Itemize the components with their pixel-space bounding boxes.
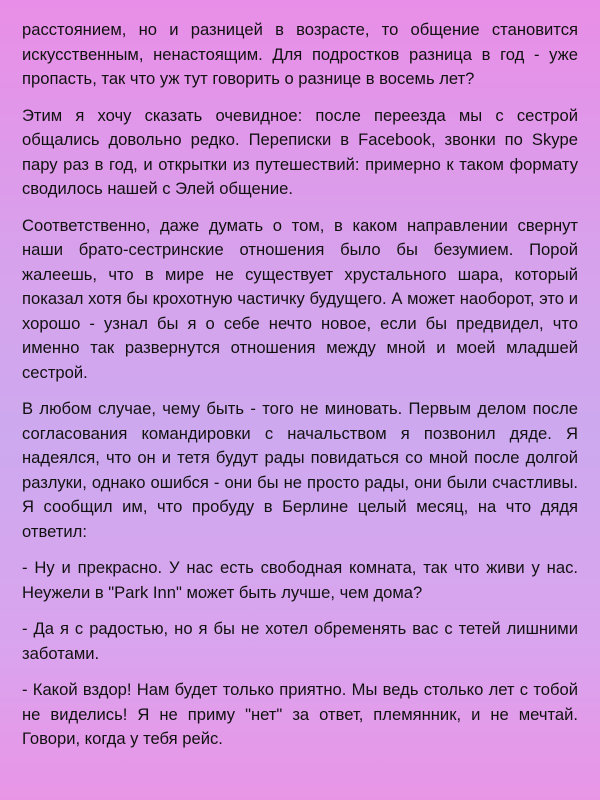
paragraph-2: Этим я хочу сказать очевидное: после переезда мы с сестрой общались довольно редко. Переписки в Facebook, звонки по Skype пару раз в год, и открытки из путешествий: примерно к таком формату сводилось нашей с Элей общение.: [22, 105, 578, 198]
paragraph-1: расстоянием, но и разницей в возрасте, то общение становится искусственным, ненастоящим. Для подростков разница в год - уже пропасть, так что уж тут говорить о разнице в восемь лет?: [22, 20, 578, 88]
dialogue-line-2: - Да я с радостью, но я бы не хотел обременять вас с тетей лишними заботами.: [22, 619, 578, 663]
paragraph-4: В любом случае, чему быть - того не миновать. Первым делом после согласования командировки с начальством я позвонил дяде. Я надеялся, что он и тетя будут рады повидаться со мной после долгой разлуки, однако ошибся - они бы не просто рады, они были счастливы. Я сообщил им, что пробуду в Берлине целый месяц, на что дядя ответил:: [22, 399, 578, 541]
dialogue-line-3: - Какой вздор! Нам будет только приятно. Мы ведь столько лет с тобой не виделись! Я не приму "нет" за ответ, племянник, и не мечтай. Говори, когда у тебя рейс.: [22, 680, 578, 748]
dialogue-line-1: - Ну и прекрасно. У нас есть свободная комната, так что живи у нас. Неужели в "Park Inn" может быть лучше, чем дома?: [22, 558, 578, 602]
paragraph-3: Соответственно, даже думать о том, в каком направлении свернут наши брато-сестринские отношения было бы безумием. Порой жалеешь, что в мире не существует хрустального шара, который показал хотя бы крохотную частичку будущего. А может наоборот, это и хорошо - узнал бы я о себе нечто новое, если бы предвидел, что именно так развернутся отношения между мной и моей младшей сестрой.: [22, 215, 578, 382]
